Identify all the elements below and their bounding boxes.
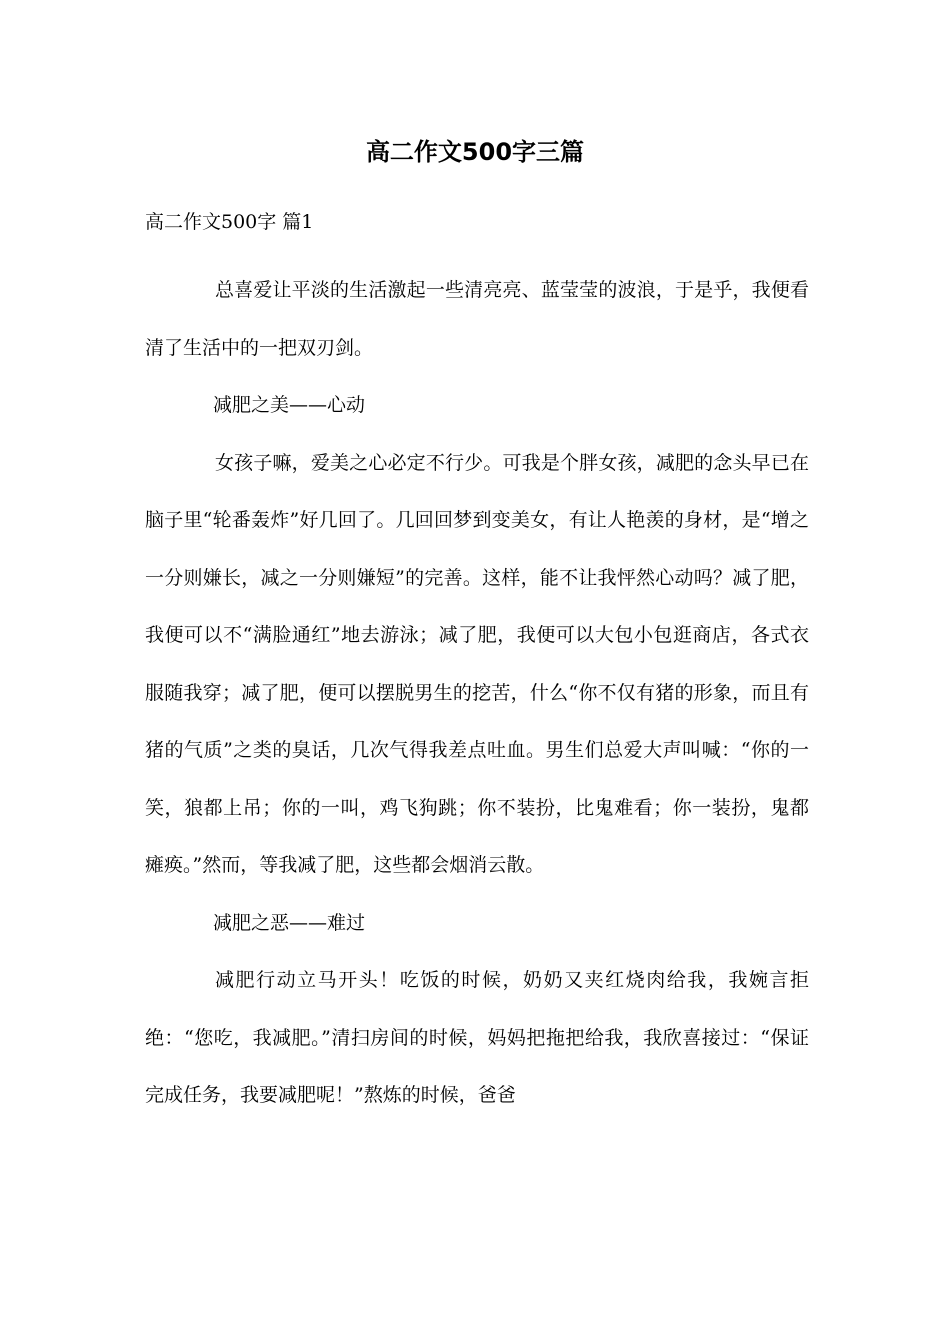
document-body (145, 262, 809, 1125)
section-heading: 高二作文500字 篇1 (145, 211, 314, 233)
paragraph: 总喜爱让平淡的生活激起一些清亮亮、蓝莹莹的波浪，于是乎，我便看清了生活中的一把双刃剑。 (145, 279, 809, 359)
subheading: 减肥之美——心动 (213, 394, 366, 416)
document-title: 高二作文500字三篇 (365, 138, 585, 166)
paragraph: 减肥行动立马开头！吃饭的时候，奶奶又夹红烧肉给我，我婉言拒绝：“您吃，我减肥。”清扫房间的时候，妈妈把拖把给我，我欣喜接过：“保证完成任务，我要减肥呢！”熬炼的时候，爸爸 (145, 969, 809, 1106)
paragraph: 女孩子嘛，爱美之心必定不行少。可我是个胖女孩，减肥的念头早已在脑子里“轮番轰炸”好几回了。几回回梦到变美女，有让人艳羡的身材，是“增之一分则嫌长，减之一分则嫌短”的完善。这样，能不让我怦然心动吗？减了肥，我便可以不“满脸通红”地去游泳；减了肥，我便可以大包小包逛商店，各式衣服随我穿；减了肥，便可以摆脱男生的挖苦，什么“你不仅有猪的形象，而且有猪的气质”之类的臭话，几次气得我差点吐血。男生们总爱大声叫喊：“你的一笑，狼都上吊；你的一叫，鸡飞狗跳；你不装扮，比鬼难看；你一装扮，鬼都瘫痪。”然而，等我减了肥，这些都会烟消云散。 (145, 451, 809, 876)
subheading: 减肥之恶——难过 (213, 911, 366, 934)
